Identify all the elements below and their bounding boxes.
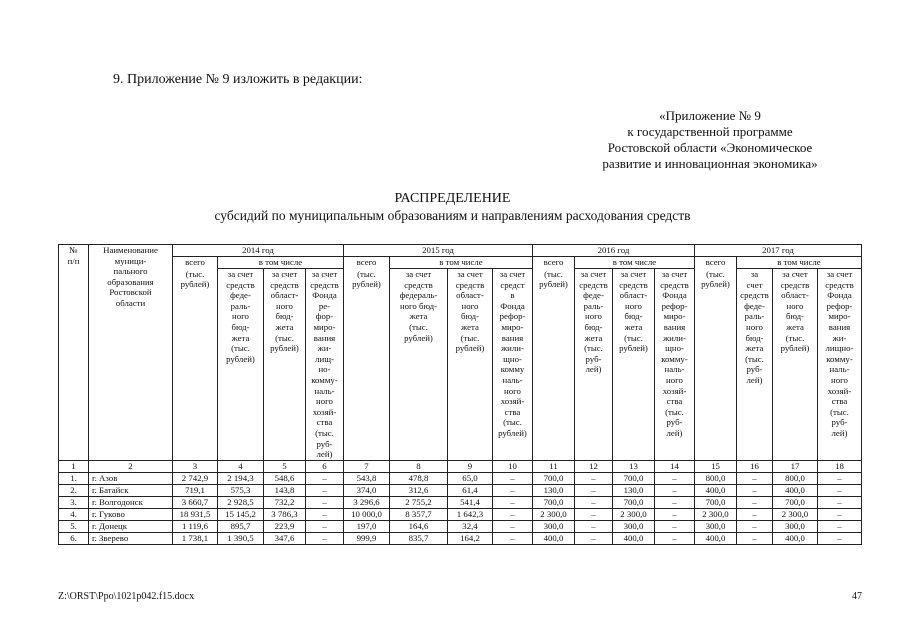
table-cell: 700,0 — [773, 496, 818, 508]
table-cell: 18 931,5 — [173, 508, 218, 520]
table-row — [59, 520, 862, 532]
header-sub: за счет средств област- ного бюд- жета (тыс. рублей) — [448, 269, 493, 461]
intro-paragraph: 9. Приложение № 9 изложить в редакции: — [113, 72, 363, 87]
column-number: 9 — [448, 460, 493, 472]
column-number: 2 — [89, 460, 173, 472]
table-cell: – — [818, 496, 862, 508]
table-cell: – — [655, 496, 695, 508]
column-number: 16 — [737, 460, 773, 472]
header-sub: (тыс. рублей) — [344, 269, 390, 461]
header-including: в том числе — [218, 257, 344, 269]
municipality-name: г. Азов — [89, 472, 173, 484]
table-cell: – — [655, 532, 695, 544]
table-cell: 300,0 — [695, 520, 737, 532]
table-cell: – — [306, 496, 344, 508]
table-cell: – — [655, 472, 695, 484]
table-body — [59, 472, 862, 544]
table-row — [59, 532, 862, 544]
column-number: 13 — [613, 460, 655, 472]
table-cell: – — [493, 520, 533, 532]
table-cell: – — [493, 496, 533, 508]
appendix-line: «Приложение № 9 — [659, 108, 761, 123]
municipality-name: г. Донецк — [89, 520, 173, 532]
table-cell: 10 000,0 — [344, 508, 390, 520]
table-cell: – — [655, 508, 695, 520]
column-number: 18 — [818, 460, 862, 472]
table-cell: – — [737, 472, 773, 484]
table-cell: 548,6 — [264, 472, 306, 484]
table-cell: 400,0 — [773, 532, 818, 544]
table-cell: – — [493, 532, 533, 544]
header-including: в том числе — [737, 257, 862, 269]
table-cell: – — [655, 520, 695, 532]
appendix-line: развитие и инновационная экономика» — [602, 156, 818, 171]
table-cell: – — [818, 520, 862, 532]
table-cell: 700,0 — [533, 472, 575, 484]
header-sub: (тыс. рублей) — [533, 269, 575, 461]
table-cell: 143,8 — [264, 484, 306, 496]
table-cell: 478,8 — [390, 472, 448, 484]
table-cell: – — [306, 508, 344, 520]
header-sub: за счет средств Фонда рефор- миро- вания жили- щно- комму- наль- ного хозяй- ства (тыс. руб- лей) — [655, 269, 695, 461]
table-cell: – — [818, 484, 862, 496]
footer-page-number: 47 — [852, 591, 862, 602]
column-number: 12 — [575, 460, 613, 472]
table-cell: – — [818, 472, 862, 484]
row-index: 6. — [59, 532, 89, 544]
header-col-name: Наименование муници- пального образования Ростовской области — [89, 245, 173, 461]
table-cell: 835,7 — [390, 532, 448, 544]
table-cell: 164,2 — [448, 532, 493, 544]
table-cell: 400,0 — [695, 532, 737, 544]
document-title: РАСПРЕДЕЛЕНИЕ — [394, 191, 511, 206]
table-cell: 223,9 — [264, 520, 306, 532]
appendix-caption — [560, 108, 860, 172]
row-index: 1. — [59, 472, 89, 484]
table-cell: 1 738,1 — [173, 532, 218, 544]
table-cell: 1 390,5 — [218, 532, 264, 544]
header-col-no: № п/п — [59, 245, 89, 461]
table-cell: 2 300,0 — [533, 508, 575, 520]
table-row — [59, 496, 862, 508]
header-sub: за счет средств Фонда ре- фор- миро- вания жи- лищ- но- комму- наль- ного хозяй- ства (тыс. руб- лей) — [306, 269, 344, 461]
table-cell: 130,0 — [533, 484, 575, 496]
table-cell: 3 660,7 — [173, 496, 218, 508]
table-cell: 541,4 — [448, 496, 493, 508]
table-cell: 32,4 — [448, 520, 493, 532]
header-year: 2016 год — [533, 245, 695, 257]
table-cell: 130,0 — [613, 484, 655, 496]
document-subtitle: субсидий по муниципальным образованиям и направлениям расходования средств — [214, 208, 691, 223]
table-cell: 2 928,5 — [218, 496, 264, 508]
header-sub: за счет средств област- ного бюд- жета (тыс. рублей) — [264, 269, 306, 461]
table-cell: – — [575, 484, 613, 496]
table-cell: 164,6 — [390, 520, 448, 532]
header-sub: за счет средств феде- раль- ного бюд- жета (тыс. рублей) — [218, 269, 264, 461]
column-number: 3 — [173, 460, 218, 472]
column-number: 10 — [493, 460, 533, 472]
table-cell: 197,0 — [344, 520, 390, 532]
table-cell: 400,0 — [613, 532, 655, 544]
municipality-name: г. Батайск — [89, 484, 173, 496]
column-number: 1 — [59, 460, 89, 472]
table-cell: – — [818, 532, 862, 544]
table-cell: 999,9 — [344, 532, 390, 544]
table-cell: – — [737, 520, 773, 532]
table-cell: 300,0 — [533, 520, 575, 532]
table-cell: 2 194,3 — [218, 472, 264, 484]
table-cell: – — [818, 508, 862, 520]
table-cell: 800,0 — [695, 472, 737, 484]
table-cell: 2 300,0 — [773, 508, 818, 520]
header-sub: за счет средств федераль- ного бюд- жета (тыс. рублей) — [390, 269, 448, 461]
header-including: в том числе — [575, 257, 695, 269]
column-number: 15 — [695, 460, 737, 472]
header-sub: (тыс. рублей) — [695, 269, 737, 461]
table-cell: – — [737, 496, 773, 508]
table-cell: 2 300,0 — [695, 508, 737, 520]
table-row — [59, 472, 862, 484]
column-number: 17 — [773, 460, 818, 472]
table-cell: 400,0 — [773, 484, 818, 496]
table-cell: 575,3 — [218, 484, 264, 496]
row-index: 5. — [59, 520, 89, 532]
table-cell: 374,0 — [344, 484, 390, 496]
table-cell: 2 755,2 — [390, 496, 448, 508]
header-total: всего — [344, 257, 390, 269]
header-year: 2017 год — [695, 245, 862, 257]
appendix-line: к государственной программе — [627, 124, 793, 139]
header-total: всего — [173, 257, 218, 269]
header-including: в том числе — [390, 257, 533, 269]
column-number: 7 — [344, 460, 390, 472]
table-cell: 700,0 — [533, 496, 575, 508]
table-cell: 543,8 — [344, 472, 390, 484]
municipality-name: г. Волгодонск — [89, 496, 173, 508]
table-cell: 2 742,9 — [173, 472, 218, 484]
table-cell: 400,0 — [533, 532, 575, 544]
table-row — [59, 508, 862, 520]
table-cell: 400,0 — [695, 484, 737, 496]
table-cell: – — [306, 472, 344, 484]
table-cell: 65,0 — [448, 472, 493, 484]
table-cell: 3 786,3 — [264, 508, 306, 520]
column-number: 5 — [264, 460, 306, 472]
table-cell: 61,4 — [448, 484, 493, 496]
table-cell: 2 300,0 — [613, 508, 655, 520]
table-cell: 719,1 — [173, 484, 218, 496]
distribution-table — [58, 244, 862, 545]
column-number-row — [59, 460, 862, 472]
header-total: всего — [695, 257, 737, 269]
table-cell: 300,0 — [613, 520, 655, 532]
column-number: 14 — [655, 460, 695, 472]
table-cell: 347,6 — [264, 532, 306, 544]
header-sub: за счет средств феде- раль- ного бюд- жета (тыс. руб- лей) — [575, 269, 613, 461]
table-cell: 700,0 — [613, 496, 655, 508]
header-sub: за счет средств област- ного бюд- жета (тыс. рублей) — [613, 269, 655, 461]
header-sub: за счет средст в Фонда рефор- миро- вания жили- щно- комму наль- ного хозяй- ства (тыс. рублей) — [493, 269, 533, 461]
table-cell: 15 145,2 — [218, 508, 264, 520]
table-cell: 3 296,6 — [344, 496, 390, 508]
table-cell: – — [493, 472, 533, 484]
column-number: 8 — [390, 460, 448, 472]
table-cell: – — [493, 484, 533, 496]
table-cell: – — [655, 484, 695, 496]
column-number: 4 — [218, 460, 264, 472]
header-sub: за счет средств Фонда рефор- миро- вания жи- лищно- комму- наль- ного хозяй- ства (тыс. руб- лей) — [818, 269, 862, 461]
table-cell: 732,2 — [264, 496, 306, 508]
table-cell: – — [575, 508, 613, 520]
header-sub: за счет средств област- ного бюд- жета (тыс. рублей) — [773, 269, 818, 461]
table-cell: 895,7 — [218, 520, 264, 532]
table-cell: 8 357,7 — [390, 508, 448, 520]
table-cell: 800,0 — [773, 472, 818, 484]
row-index: 2. — [59, 484, 89, 496]
column-number: 6 — [306, 460, 344, 472]
table-cell: 1 119,6 — [173, 520, 218, 532]
table-cell: – — [575, 496, 613, 508]
table-row — [59, 484, 862, 496]
appendix-line: Ростовской области «Экономическое — [607, 140, 813, 155]
table-cell: 700,0 — [613, 472, 655, 484]
header-year: 2015 год — [344, 245, 533, 257]
header-sub: (тыс. рублей) — [173, 269, 218, 461]
municipality-name: г. Гуково — [89, 508, 173, 520]
table-cell: 700,0 — [695, 496, 737, 508]
table-cell: – — [306, 532, 344, 544]
row-index: 4. — [59, 508, 89, 520]
table-cell: – — [737, 484, 773, 496]
header-sub: за счет средств феде- раль- ного бюд- жета (тыс. руб- лей) — [737, 269, 773, 461]
footer-file-path: Z:\ORST\Ppo\1021p042.f15.docx — [58, 591, 195, 602]
header-year: 2014 год — [173, 245, 344, 257]
header-total: всего — [533, 257, 575, 269]
row-index: 3. — [59, 496, 89, 508]
municipality-name: г. Зверево — [89, 532, 173, 544]
table-cell: 300,0 — [773, 520, 818, 532]
table-cell: – — [737, 508, 773, 520]
table-cell: 312,6 — [390, 484, 448, 496]
table-cell: – — [306, 484, 344, 496]
column-number: 11 — [533, 460, 575, 472]
table-cell: – — [493, 508, 533, 520]
table-cell: – — [575, 520, 613, 532]
table-cell: – — [575, 532, 613, 544]
table-cell: – — [737, 532, 773, 544]
table-cell: 1 642,3 — [448, 508, 493, 520]
table-cell: – — [306, 520, 344, 532]
table-cell: – — [575, 472, 613, 484]
